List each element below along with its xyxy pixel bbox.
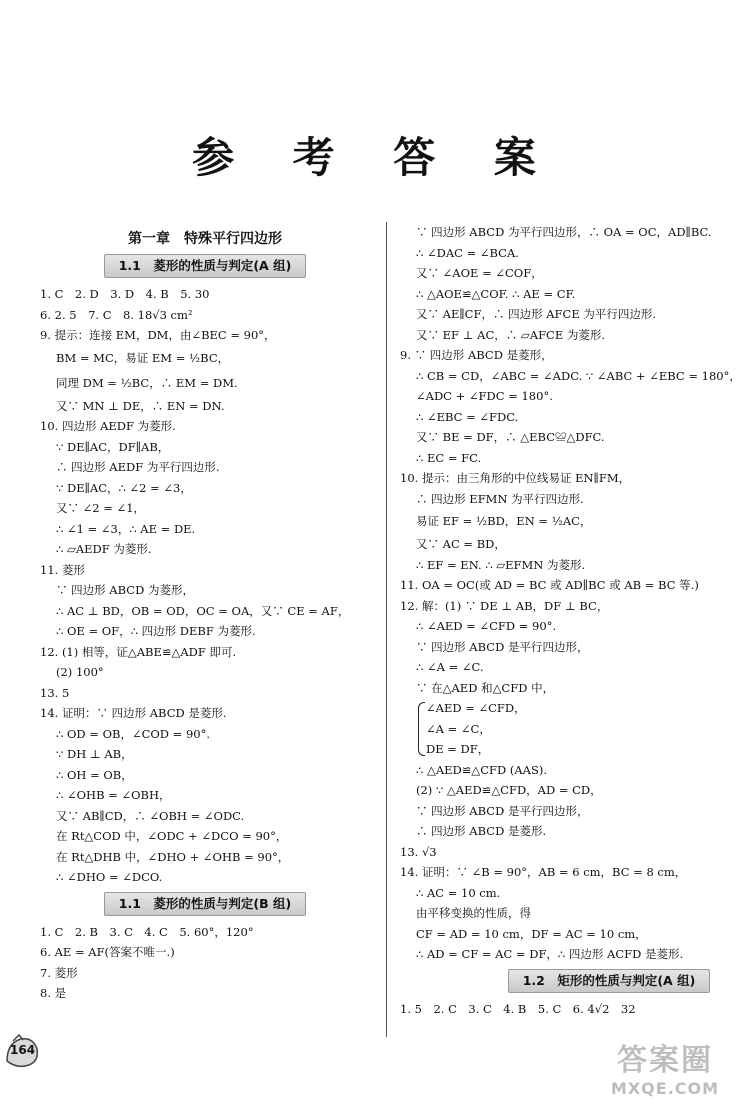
answer-block-continued xyxy=(400,222,741,965)
answer-block-b xyxy=(40,922,370,1004)
answer-line: ∠ADC + ∠FDC = 180°. xyxy=(416,389,553,403)
answer-line: ∵ DH ⊥ AB， xyxy=(56,747,133,761)
answer-line: 又∵ MN ⊥ DE，∴ EN = DN. xyxy=(56,398,225,413)
answer-line: 1. 5 2. C 3. C 4. B 5. C 6. 4√2 32 xyxy=(400,1001,636,1016)
answer-line: ∴ OD = OB，∠COD = 90°. xyxy=(56,726,211,741)
answer-line: 又∵ ∠2 = ∠1， xyxy=(56,501,146,515)
answer-line: ∵ 四边形 ABCD 为菱形， xyxy=(56,583,194,597)
answer-line: 1. C 2. D 3. D 4. B 5. 30 xyxy=(40,287,210,301)
answer-line: ∵ DE∥AC，DF∥AB， xyxy=(56,439,170,454)
answer-line: ∴ 四边形 AEDF 为平行四边形. xyxy=(56,460,220,474)
answer-line: ∴ EF = EN. ∴ ▱EFMN 为菱形. xyxy=(416,557,586,572)
answer-line: 14. 证明：∵ ∠B = 90°，AB = 6 cm，BC = 8 cm， xyxy=(400,865,687,879)
answer-line: ∵ 四边形 ABCD 是平行四边形， xyxy=(416,639,589,654)
answer-line: ∴ ∠1 = ∠3，∴ AE = DE. xyxy=(56,521,196,536)
answer-line: 又∵ AE∥CF，∴ 四边形 AFCE 为平行四边形. xyxy=(416,307,657,321)
answer-line: DE = DF， xyxy=(426,742,490,756)
answer-line: ∴ ∠OHB = ∠OBH， xyxy=(56,788,171,802)
answer-line: 11. 菱形 xyxy=(40,562,85,577)
answer-line: 10. 四边形 AEDF 为菱形. xyxy=(40,419,176,433)
watermark-text: 答案圈 xyxy=(617,1043,713,1078)
answer-line: 10. 提示：由三角形的中位线易证 EN∥FM， xyxy=(400,471,631,485)
answer-line: 又∵ AB∥CD，∴ ∠OBH = ∠ODC. xyxy=(56,808,245,823)
chapter-heading: 第一章 特殊平行四边形 xyxy=(128,231,282,247)
watermark-url: MXQE.COM xyxy=(610,1079,720,1098)
answer-line: 13. √3 xyxy=(400,844,437,859)
answer-line: ∴ ∠A = ∠C. xyxy=(416,660,484,674)
answer-line: 8. 是 xyxy=(40,986,67,1000)
answer-line: ∴ ∠DAC = ∠BCA. xyxy=(416,245,519,260)
answer-line: ∴ ▱AEDF 为菱形. xyxy=(56,542,152,556)
answer-line: ∵ 在△AED 和△CFD 中， xyxy=(416,680,555,695)
column-divider xyxy=(386,222,387,1037)
answer-line: ∠A = ∠C， xyxy=(426,721,491,736)
answer-line: ∴ △AOE≌△COF. ∴ AE = CF. xyxy=(416,286,576,301)
answer-line: 在 Rt△DHB 中，∠DHO + ∠OHB = 90°， xyxy=(56,849,290,864)
answer-line: ∴ AC ⊥ BD，OB = OD，OC = OA，又∵ CE = AF， xyxy=(56,603,350,618)
answer-line: 1. C 2. B 3. C 4. C 5. 60°，120° xyxy=(40,924,254,939)
answer-line: 又∵ ∠AOE = ∠COF， xyxy=(416,266,543,280)
site-watermark xyxy=(590,1035,740,1105)
answer-line: 12. 解：(1) ∵ DE ⊥ AB，DF ⊥ BC， xyxy=(400,598,609,613)
answer-line: (2) 100° xyxy=(56,665,104,679)
answer-line: ∴ ∠DHO = ∠DCO. xyxy=(56,870,163,884)
answer-line: ∵ 四边形 ABCD 为平行四边形，∴ OA = OC，AD∥BC. xyxy=(416,225,712,239)
answer-line: ∴ OE = OF，∴ 四边形 DEBF 为菱形. xyxy=(56,624,256,638)
answer-line: ∴ EC = FC. xyxy=(416,450,482,465)
answer-line: ∴ CB = CD，∠ABC = ∠ADC. ∵ ∠ABC + ∠EBC = 180°， xyxy=(416,368,741,383)
section-heading-1-1-a: 1.1 菱形的性质与判定(A 组) xyxy=(104,254,306,278)
answer-line: 12. (1) 相等，证△ABE≌△ADF 即可. xyxy=(40,644,237,659)
section-heading-1-2-a: 1.2 矩形的性质与判定(A 组) xyxy=(508,969,710,993)
answer-line: 在 Rt△COD 中，∠ODC + ∠DCO = 90°， xyxy=(56,829,288,843)
answer-line: 6. 2. 5 7. C 8. 18√3 cm² xyxy=(40,307,193,322)
answer-line: (2) ∵ △AED≌△CFD，AD = CD， xyxy=(416,783,602,797)
answer-line: BM = MC，易证 EM = ½BC， xyxy=(56,350,230,365)
answer-line: ∴ 四边形 ABCD 是菱形. xyxy=(416,824,547,838)
answer-line: ∴ ∠AED = ∠CFD = 90°. xyxy=(416,619,557,633)
page-number: 164 xyxy=(10,1043,36,1057)
answer-line: ∴ △AED≌△CFD (AAS). xyxy=(416,762,547,777)
answer-line: 13. 5 xyxy=(40,685,70,700)
answer-line: 易证 EF = ½BD，EN = ½AC， xyxy=(416,514,592,528)
answer-line: 9. 提示：连接 EM，DM，由∠BEC = 90°， xyxy=(40,328,276,342)
answer-block-a xyxy=(40,284,370,888)
answer-line: ∴ OH = OB， xyxy=(56,767,133,782)
answer-line: 7. 菱形 xyxy=(40,965,78,980)
answer-line: 14. 证明：∵ 四边形 ABCD 是菱形. xyxy=(40,706,227,720)
answer-line: ∵ 四边形 ABCD 是平行四边形， xyxy=(416,803,589,818)
answer-line: 又∵ EF ⊥ AC，∴ ▱AFCE 为菱形. xyxy=(416,327,606,342)
answer-line: CF = AD = 10 cm，DF = AC = 10 cm， xyxy=(416,926,647,941)
answer-line: ∴ AC = 10 cm. xyxy=(416,885,501,900)
answer-line: 由平移变换的性质，得 xyxy=(416,906,531,920)
answer-line: ∠AED = ∠CFD， xyxy=(426,701,526,715)
page-title: 参 考 答 案 xyxy=(192,133,558,182)
answer-line: 又∵ AC = BD， xyxy=(416,537,506,551)
answer-line: 6. AE = AF(答案不唯一.) xyxy=(40,945,175,959)
answer-line: ∴ ∠EBC = ∠FDC. xyxy=(416,409,519,424)
congruence-conditions xyxy=(400,698,720,760)
answer-line: 同理 DM = ½BC，∴ EM = DM. xyxy=(56,375,238,390)
section-heading-1-1-b: 1.1 菱形的性质与判定(B 组) xyxy=(104,892,306,916)
answer-line: 又∵ BE = DF，∴ △EBC≌△DFC. xyxy=(416,430,605,444)
answer-line: 11. OA = OC(或 AD = BC 或 AD∥BC 或 AB = BC 等.) xyxy=(400,578,699,592)
answer-line: ∵ DE∥AC，∴ ∠2 = ∠3， xyxy=(56,480,192,495)
answer-line: 9. ∵ 四边形 ABCD 是菱形， xyxy=(400,348,553,362)
left-column xyxy=(40,222,370,1004)
right-column xyxy=(400,222,741,1019)
answer-line: ∴ 四边形 EFMN 为平行四边形. xyxy=(416,491,584,506)
answer-line: ∴ AD = CF = AC = DF，∴ 四边形 ACFD 是菱形. xyxy=(416,947,684,961)
